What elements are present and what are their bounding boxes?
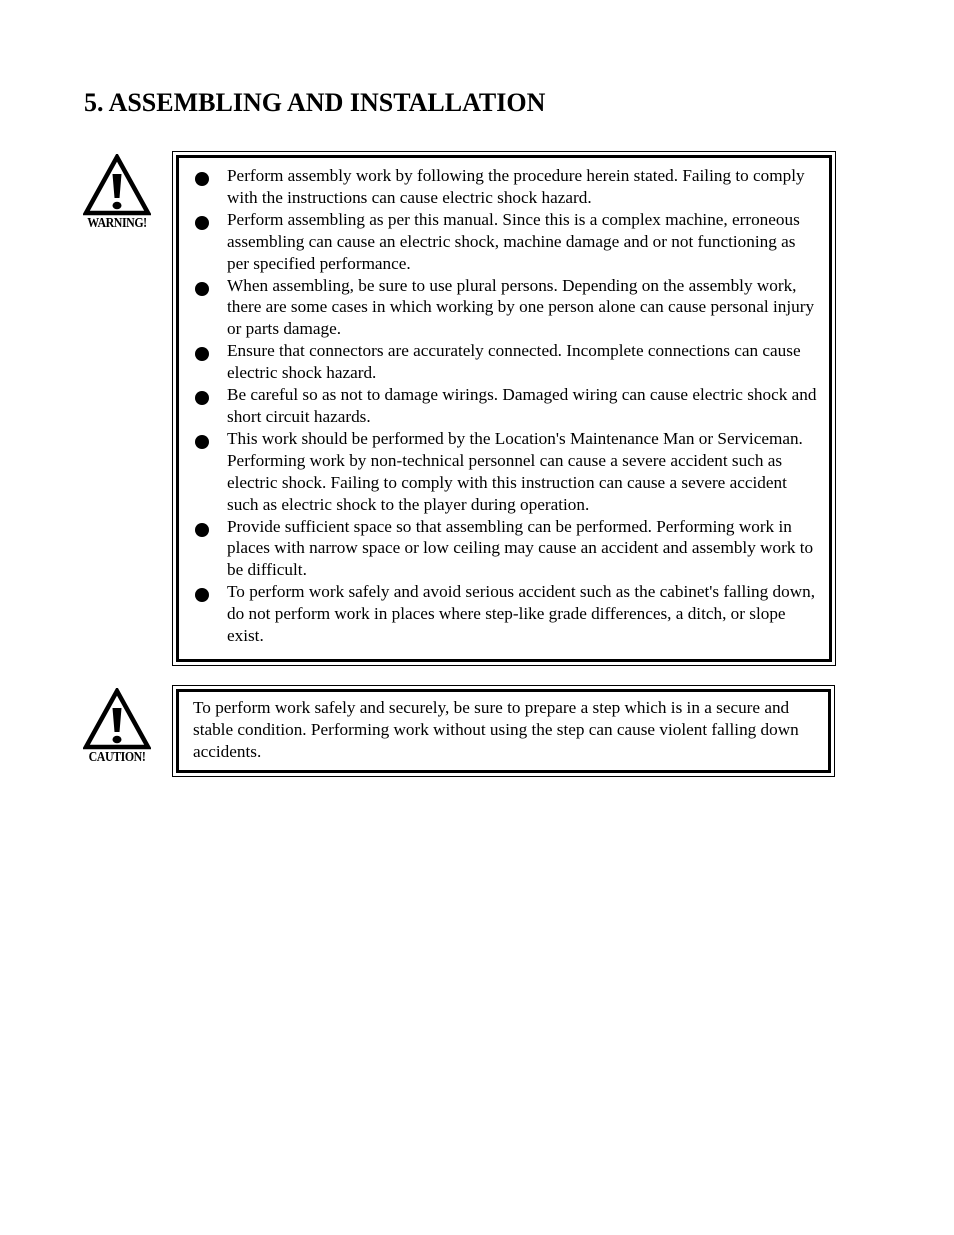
list-item [195, 340, 821, 384]
bullet-icon [195, 523, 209, 537]
bullet-icon [195, 347, 209, 361]
warning-item-text: This work should be performed by the Location's Maintenance Man or Serviceman. Performing work by non-technical personnel can cause a severe accident such as electric shock. Failing to comply with this instruction can cause a severe accident such as electric shock to the player during operation. [227, 428, 803, 514]
section-heading: 5. ASSEMBLING AND INSTALLATION [84, 88, 546, 117]
list-item [195, 581, 821, 647]
warning-item-text: Be careful so as not to damage wirings. Damaged wiring can cause electric shock and short circuit hazards. [227, 385, 817, 426]
warning-label: WARNING! [87, 216, 147, 231]
bullet-icon [195, 588, 209, 602]
warning-item-text: Perform assembly work by following the procedure herein stated. Failing to comply with the instructions can cause electric shock hazard. [227, 166, 805, 207]
bullet-icon [195, 435, 209, 449]
warning-item-text: To perform work safely and avoid serious accident such as the cabinet's falling down, do not perform work in places where step-like grade differences, a ditch, or slope exist. [227, 582, 815, 646]
bullet-icon [195, 216, 209, 230]
warning-sign [80, 154, 154, 232]
warning-item-text: Ensure that connectors are accurately connected. Incomplete connections can cause electric shock hazard. [227, 341, 801, 383]
bullet-icon [195, 172, 209, 186]
list-item [195, 165, 821, 209]
warning-item-text: Provide sufficient space so that assembling can be performed. Performing work in places with narrow space or low ceiling may cause an accident and assembly work to be difficult. [227, 516, 814, 580]
warning-item-text: When assembling, be sure to use plural persons. Depending on the assembly work, there are some cases in which working by one person alone can cause personal injury or parts damage. [227, 275, 815, 339]
warning-box [172, 151, 836, 666]
list-item [195, 209, 821, 275]
caution-sign [80, 688, 154, 766]
list-item [195, 275, 821, 341]
caution-box [172, 685, 835, 777]
caution-label: CAUTION! [88, 750, 146, 765]
bullet-icon [195, 391, 209, 405]
warning-item-text: Perform assembling as per this manual. Since this is a complex machine, erroneous assembling can cause an electric shock, machine damage and or not functioning as per specified performance. [227, 209, 800, 273]
bullet-icon [195, 282, 209, 296]
warning-list [195, 165, 821, 647]
list-item [195, 516, 821, 582]
list-item [195, 384, 821, 428]
warning-triangle-icon [83, 154, 151, 216]
caution-text: To perform work safely and securely, be sure to prepare a step which is in a secure and stable condition. Performing work without using the step can cause violent falling down accidents. [193, 698, 799, 761]
caution-triangle-icon [83, 688, 151, 750]
list-item [195, 428, 821, 516]
